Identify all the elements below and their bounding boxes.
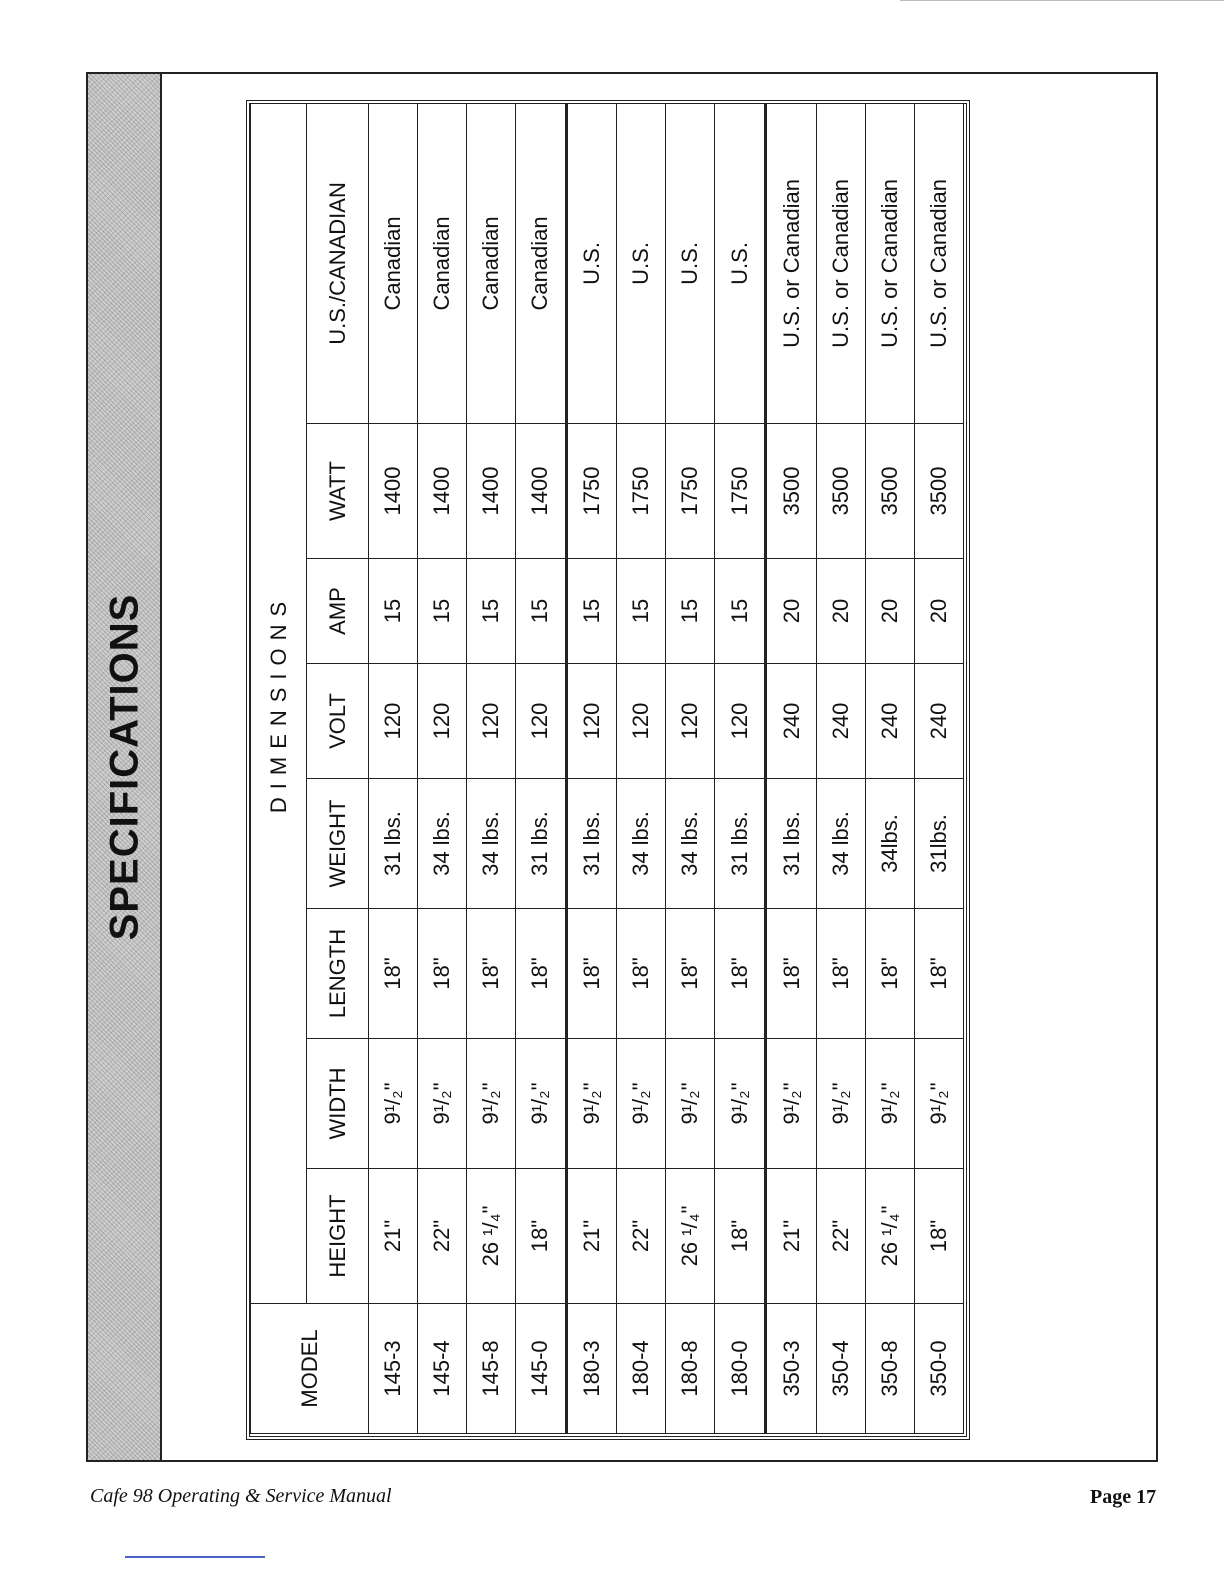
- cell-amp: 15: [666, 559, 715, 664]
- cell-watt: 3500: [816, 424, 865, 559]
- cell-region: Canadian: [515, 103, 566, 423]
- cell-model: 145-4: [417, 1304, 466, 1434]
- cell-height: 18": [715, 1169, 766, 1304]
- cell-length: 18": [417, 909, 466, 1039]
- title-band: [88, 74, 162, 1460]
- cell-width: 9¹/₂": [914, 1039, 963, 1169]
- cell-height: 21": [566, 1169, 617, 1304]
- cell-model: 350-8: [865, 1304, 914, 1434]
- cell-volt: 120: [666, 664, 715, 779]
- table-row: [816, 103, 865, 1433]
- table-row: [865, 103, 914, 1433]
- cell-amp: 15: [369, 559, 418, 664]
- page-number: Page 17: [1090, 1486, 1157, 1508]
- column-header: VOLT: [307, 664, 369, 779]
- cell-model: 180-0: [715, 1304, 766, 1434]
- cell-width: 9¹/₂": [865, 1039, 914, 1169]
- cell-volt: 120: [566, 664, 617, 779]
- table-row: [766, 103, 817, 1433]
- cell-weight: 31lbs.: [914, 779, 963, 909]
- scan-mark: [125, 1556, 265, 1558]
- cell-length: 18": [666, 909, 715, 1039]
- cell-height: 26 ¹/₄": [466, 1169, 515, 1304]
- cell-model: 145-0: [515, 1304, 566, 1434]
- cell-watt: 1750: [617, 424, 666, 559]
- cell-volt: 120: [617, 664, 666, 779]
- cell-weight: 31 lbs.: [766, 779, 817, 909]
- specifications-table: [250, 103, 964, 1434]
- cell-amp: 20: [914, 559, 963, 664]
- cell-height: 21": [766, 1169, 817, 1304]
- cell-weight: 31 lbs.: [369, 779, 418, 909]
- cell-weight: 34 lbs.: [816, 779, 865, 909]
- cell-length: 18": [766, 909, 817, 1039]
- column-header: AMP: [307, 559, 369, 664]
- cell-width: 9¹/₂": [617, 1039, 666, 1169]
- table-row: [666, 103, 715, 1433]
- cell-region: Canadian: [369, 103, 418, 423]
- cell-height: 22": [816, 1169, 865, 1304]
- cell-region: U.S. or Canadian: [816, 103, 865, 423]
- table-row: [417, 103, 466, 1433]
- cell-weight: 34 lbs.: [617, 779, 666, 909]
- specifications-table-container: [246, 100, 970, 1440]
- cell-watt: 1750: [666, 424, 715, 559]
- cell-amp: 15: [466, 559, 515, 664]
- cell-length: 18": [566, 909, 617, 1039]
- cell-model: 350-4: [816, 1304, 865, 1434]
- dimensions-header: DIMENSIONS: [251, 103, 307, 1303]
- cell-amp: 20: [865, 559, 914, 664]
- cell-volt: 120: [515, 664, 566, 779]
- cell-watt: 3500: [865, 424, 914, 559]
- cell-region: U.S.: [617, 103, 666, 423]
- cell-region: Canadian: [466, 103, 515, 423]
- column-header: WEIGHT: [307, 779, 369, 909]
- cell-region: U.S. or Canadian: [766, 103, 817, 423]
- cell-weight: 34 lbs.: [417, 779, 466, 909]
- cell-model: 180-4: [617, 1304, 666, 1434]
- table-row: [715, 103, 766, 1433]
- cell-volt: 120: [466, 664, 515, 779]
- cell-width: 9¹/₂": [369, 1039, 418, 1169]
- cell-width: 9¹/₂": [515, 1039, 566, 1169]
- cell-height: 26 ¹/₄": [865, 1169, 914, 1304]
- cell-volt: 240: [914, 664, 963, 779]
- cell-weight: 31 lbs.: [566, 779, 617, 909]
- cell-length: 18": [515, 909, 566, 1039]
- cell-volt: 120: [369, 664, 418, 779]
- cell-height: 22": [417, 1169, 466, 1304]
- cell-weight: 34 lbs.: [666, 779, 715, 909]
- cell-length: 18": [914, 909, 963, 1039]
- cell-length: 18": [816, 909, 865, 1039]
- cell-width: 9¹/₂": [466, 1039, 515, 1169]
- table-row: [914, 103, 963, 1433]
- column-header: LENGTH: [307, 909, 369, 1039]
- cell-height: 21": [369, 1169, 418, 1304]
- cell-length: 18": [715, 909, 766, 1039]
- cell-watt: 1400: [417, 424, 466, 559]
- cell-volt: 240: [766, 664, 817, 779]
- cell-volt: 240: [816, 664, 865, 779]
- cell-amp: 20: [766, 559, 817, 664]
- cell-height: 26 ¹/₄": [666, 1169, 715, 1304]
- cell-region: U.S.: [666, 103, 715, 423]
- cell-region: Canadian: [417, 103, 466, 423]
- model-header: MODEL: [251, 1304, 369, 1434]
- cell-amp: 15: [617, 559, 666, 664]
- table-row: [515, 103, 566, 1433]
- cell-width: 9¹/₂": [566, 1039, 617, 1169]
- cell-model: 350-3: [766, 1304, 817, 1434]
- cell-region: U.S.: [566, 103, 617, 423]
- column-header: WATT: [307, 424, 369, 559]
- cell-weight: 34 lbs.: [466, 779, 515, 909]
- cell-width: 9¹/₂": [417, 1039, 466, 1169]
- cell-width: 9¹/₂": [816, 1039, 865, 1169]
- table-row: [566, 103, 617, 1433]
- cell-length: 18": [369, 909, 418, 1039]
- page-title: SPECIFICATIONS: [102, 593, 147, 941]
- cell-weight: 31 lbs.: [515, 779, 566, 909]
- manual-title: Cafe 98 Operating & Service Manual: [90, 1485, 392, 1507]
- cell-watt: 3500: [766, 424, 817, 559]
- cell-length: 18": [617, 909, 666, 1039]
- cell-amp: 15: [515, 559, 566, 664]
- cell-model: 350-0: [914, 1304, 963, 1434]
- cell-height: 18": [914, 1169, 963, 1304]
- cell-region: U.S.: [715, 103, 766, 423]
- cell-region: U.S. or Canadian: [865, 103, 914, 423]
- cell-amp: 15: [715, 559, 766, 664]
- cell-model: 180-3: [566, 1304, 617, 1434]
- cell-height: 18": [515, 1169, 566, 1304]
- cell-length: 18": [466, 909, 515, 1039]
- cell-region: U.S. or Canadian: [914, 103, 963, 423]
- top-rule: [900, 0, 1224, 1]
- cell-height: 22": [617, 1169, 666, 1304]
- cell-amp: 20: [816, 559, 865, 664]
- cell-weight: 34lbs.: [865, 779, 914, 909]
- cell-watt: 3500: [914, 424, 963, 559]
- cell-volt: 120: [715, 664, 766, 779]
- cell-watt: 1750: [566, 424, 617, 559]
- cell-volt: 120: [417, 664, 466, 779]
- specifications-frame: [86, 72, 1158, 1462]
- cell-model: 180-8: [666, 1304, 715, 1434]
- cell-amp: 15: [417, 559, 466, 664]
- column-header: HEIGHT: [307, 1169, 369, 1304]
- cell-watt: 1400: [369, 424, 418, 559]
- table-row: [369, 103, 418, 1433]
- table-row: [617, 103, 666, 1433]
- cell-model: 145-3: [369, 1304, 418, 1434]
- column-header: WIDTH: [307, 1039, 369, 1169]
- cell-watt: 1400: [515, 424, 566, 559]
- cell-length: 18": [865, 909, 914, 1039]
- cell-weight: 31 lbs.: [715, 779, 766, 909]
- table-row: [466, 103, 515, 1433]
- cell-width: 9¹/₂": [715, 1039, 766, 1169]
- cell-watt: 1400: [466, 424, 515, 559]
- cell-volt: 240: [865, 664, 914, 779]
- column-header: U.S./CANADIAN: [307, 103, 369, 423]
- cell-model: 145-8: [466, 1304, 515, 1434]
- cell-amp: 15: [566, 559, 617, 664]
- cell-width: 9¹/₂": [766, 1039, 817, 1169]
- cell-width: 9¹/₂": [666, 1039, 715, 1169]
- cell-watt: 1750: [715, 424, 766, 559]
